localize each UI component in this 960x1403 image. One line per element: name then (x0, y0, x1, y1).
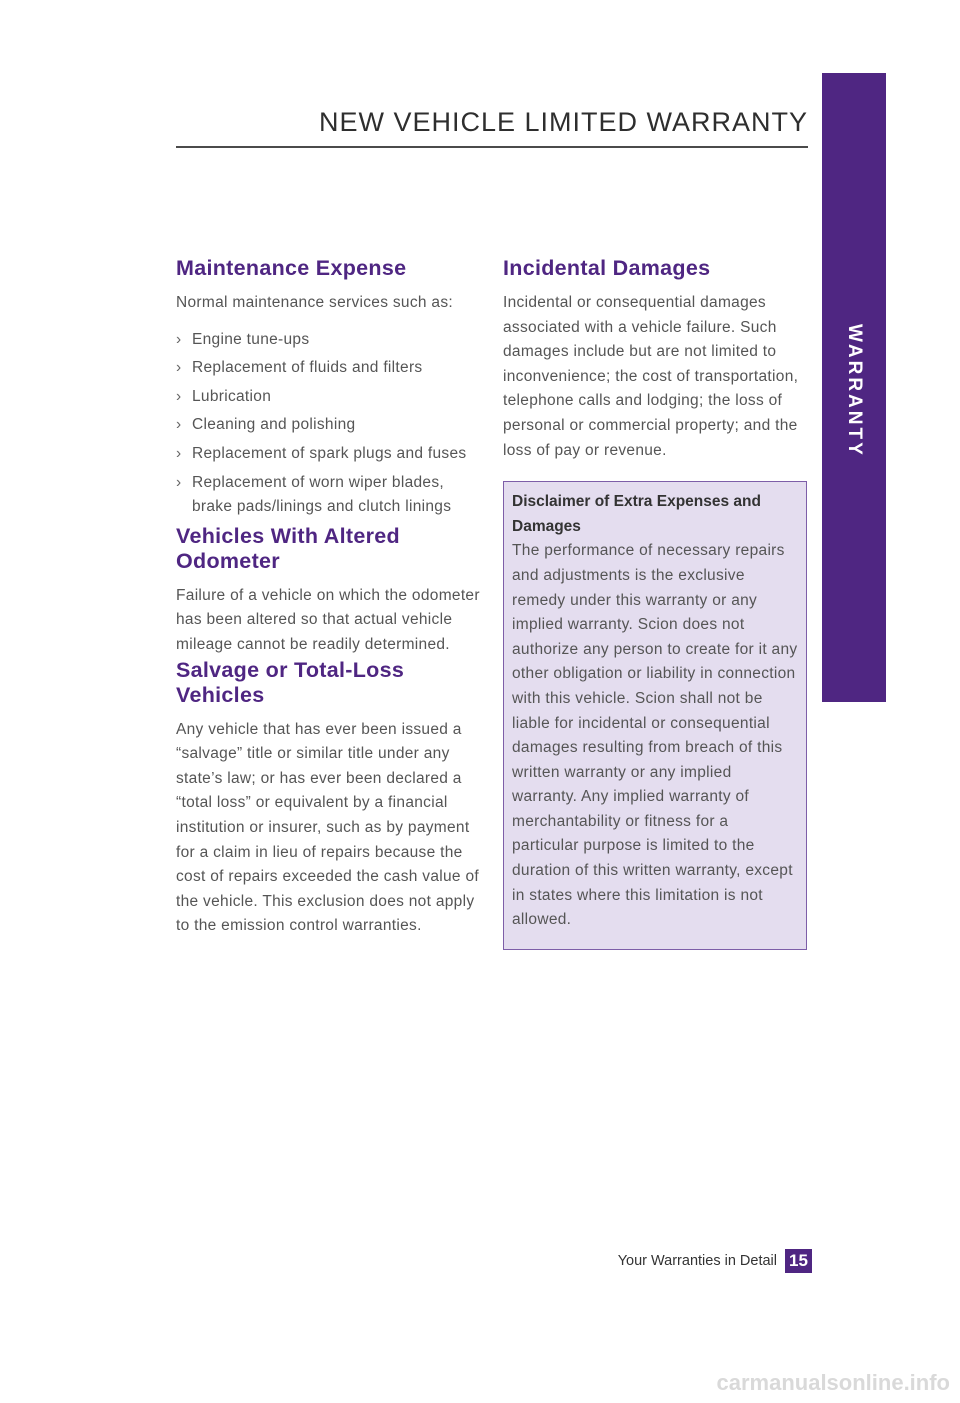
salvage-heading: Salvage or Total-Loss Vehicles (176, 657, 405, 707)
list-item: › Replacement of worn wiper blades, brake pads/linings and clutch linings (176, 471, 481, 520)
odometer-body: Failure of a vehicle on which the odometer has been altered so that actual vehicle mileage cannot be readily determined. (176, 586, 480, 653)
left-column (176, 256, 481, 939)
disclaimer-title: Disclaimer of Extra Expenses and Damages (512, 493, 761, 535)
chevron-right-icon: › (176, 330, 182, 348)
chevron-right-icon: › (176, 473, 182, 491)
title-divider (176, 146, 808, 148)
page-number: 15 (785, 1249, 812, 1273)
incidental-heading: Incidental Damages (503, 256, 711, 280)
disclaimer-body: The performance of necessary repairs and adjustments is the exclusive remedy under this warranty or any implied warranty. Scion does not authorize any person to create for it any other obligation or liability in connection with this vehicle. Scion shall not be liable for incidental or consequential damages resulting from breach of this written warranty or any implied warranty. Any implied warranty of merchantability or fitness for a particular purpose is limited to the duration of this written warranty, except in states where this limitation is not allowed. (512, 542, 798, 929)
list-item: › Engine tune-ups (176, 328, 481, 353)
footer-text: Your Warranties in Detail (617, 1253, 777, 1269)
page-footer (560, 1249, 812, 1273)
chevron-right-icon: › (176, 387, 182, 405)
list-item: › Replacement of fluids and filters (176, 356, 481, 381)
chevron-right-icon: › (176, 416, 182, 434)
odometer-heading: Vehicles With Altered Odometer (176, 523, 400, 573)
disclaimer-box (503, 481, 807, 950)
maintenance-intro: Normal maintenance services such as: (176, 294, 453, 311)
list-item: › Replacement of spark plugs and fuses (176, 442, 481, 467)
list-item: › Cleaning and polishing (176, 413, 481, 438)
side-tab-label-wrap (822, 316, 886, 466)
maintenance-heading: Maintenance Expense (176, 256, 407, 280)
right-column (503, 256, 808, 950)
chevron-right-icon: › (176, 359, 182, 377)
page-title: NEW VEHICLE LIMITED WARRANTY (318, 107, 808, 137)
list-item: › Lubrication (176, 385, 481, 410)
side-tab-label: WARRANTY (844, 324, 865, 458)
salvage-body: Any vehicle that has ever been issued a “salvage” title or similar title under any state’s law; or has ever been declared a “total loss” or equivalent by a financial institution or insurer, such as by payment for a claim in lieu of repairs because the cost of repairs exceeded the cash value of the vehicle. This exclusion does not apply to the emission control warranties. (176, 720, 479, 935)
incidental-body: Incidental or consequential damages associated with a vehicle failure. Such damages include but are not limited to inconvenience; the cost of transportation, telephone calls and lodging; the loss of personal or commercial property; and the loss of pay or revenue. (503, 294, 799, 459)
maintenance-list (176, 328, 481, 520)
chevron-right-icon: › (176, 444, 182, 462)
watermark: carmanualsonline.info (716, 1370, 950, 1395)
